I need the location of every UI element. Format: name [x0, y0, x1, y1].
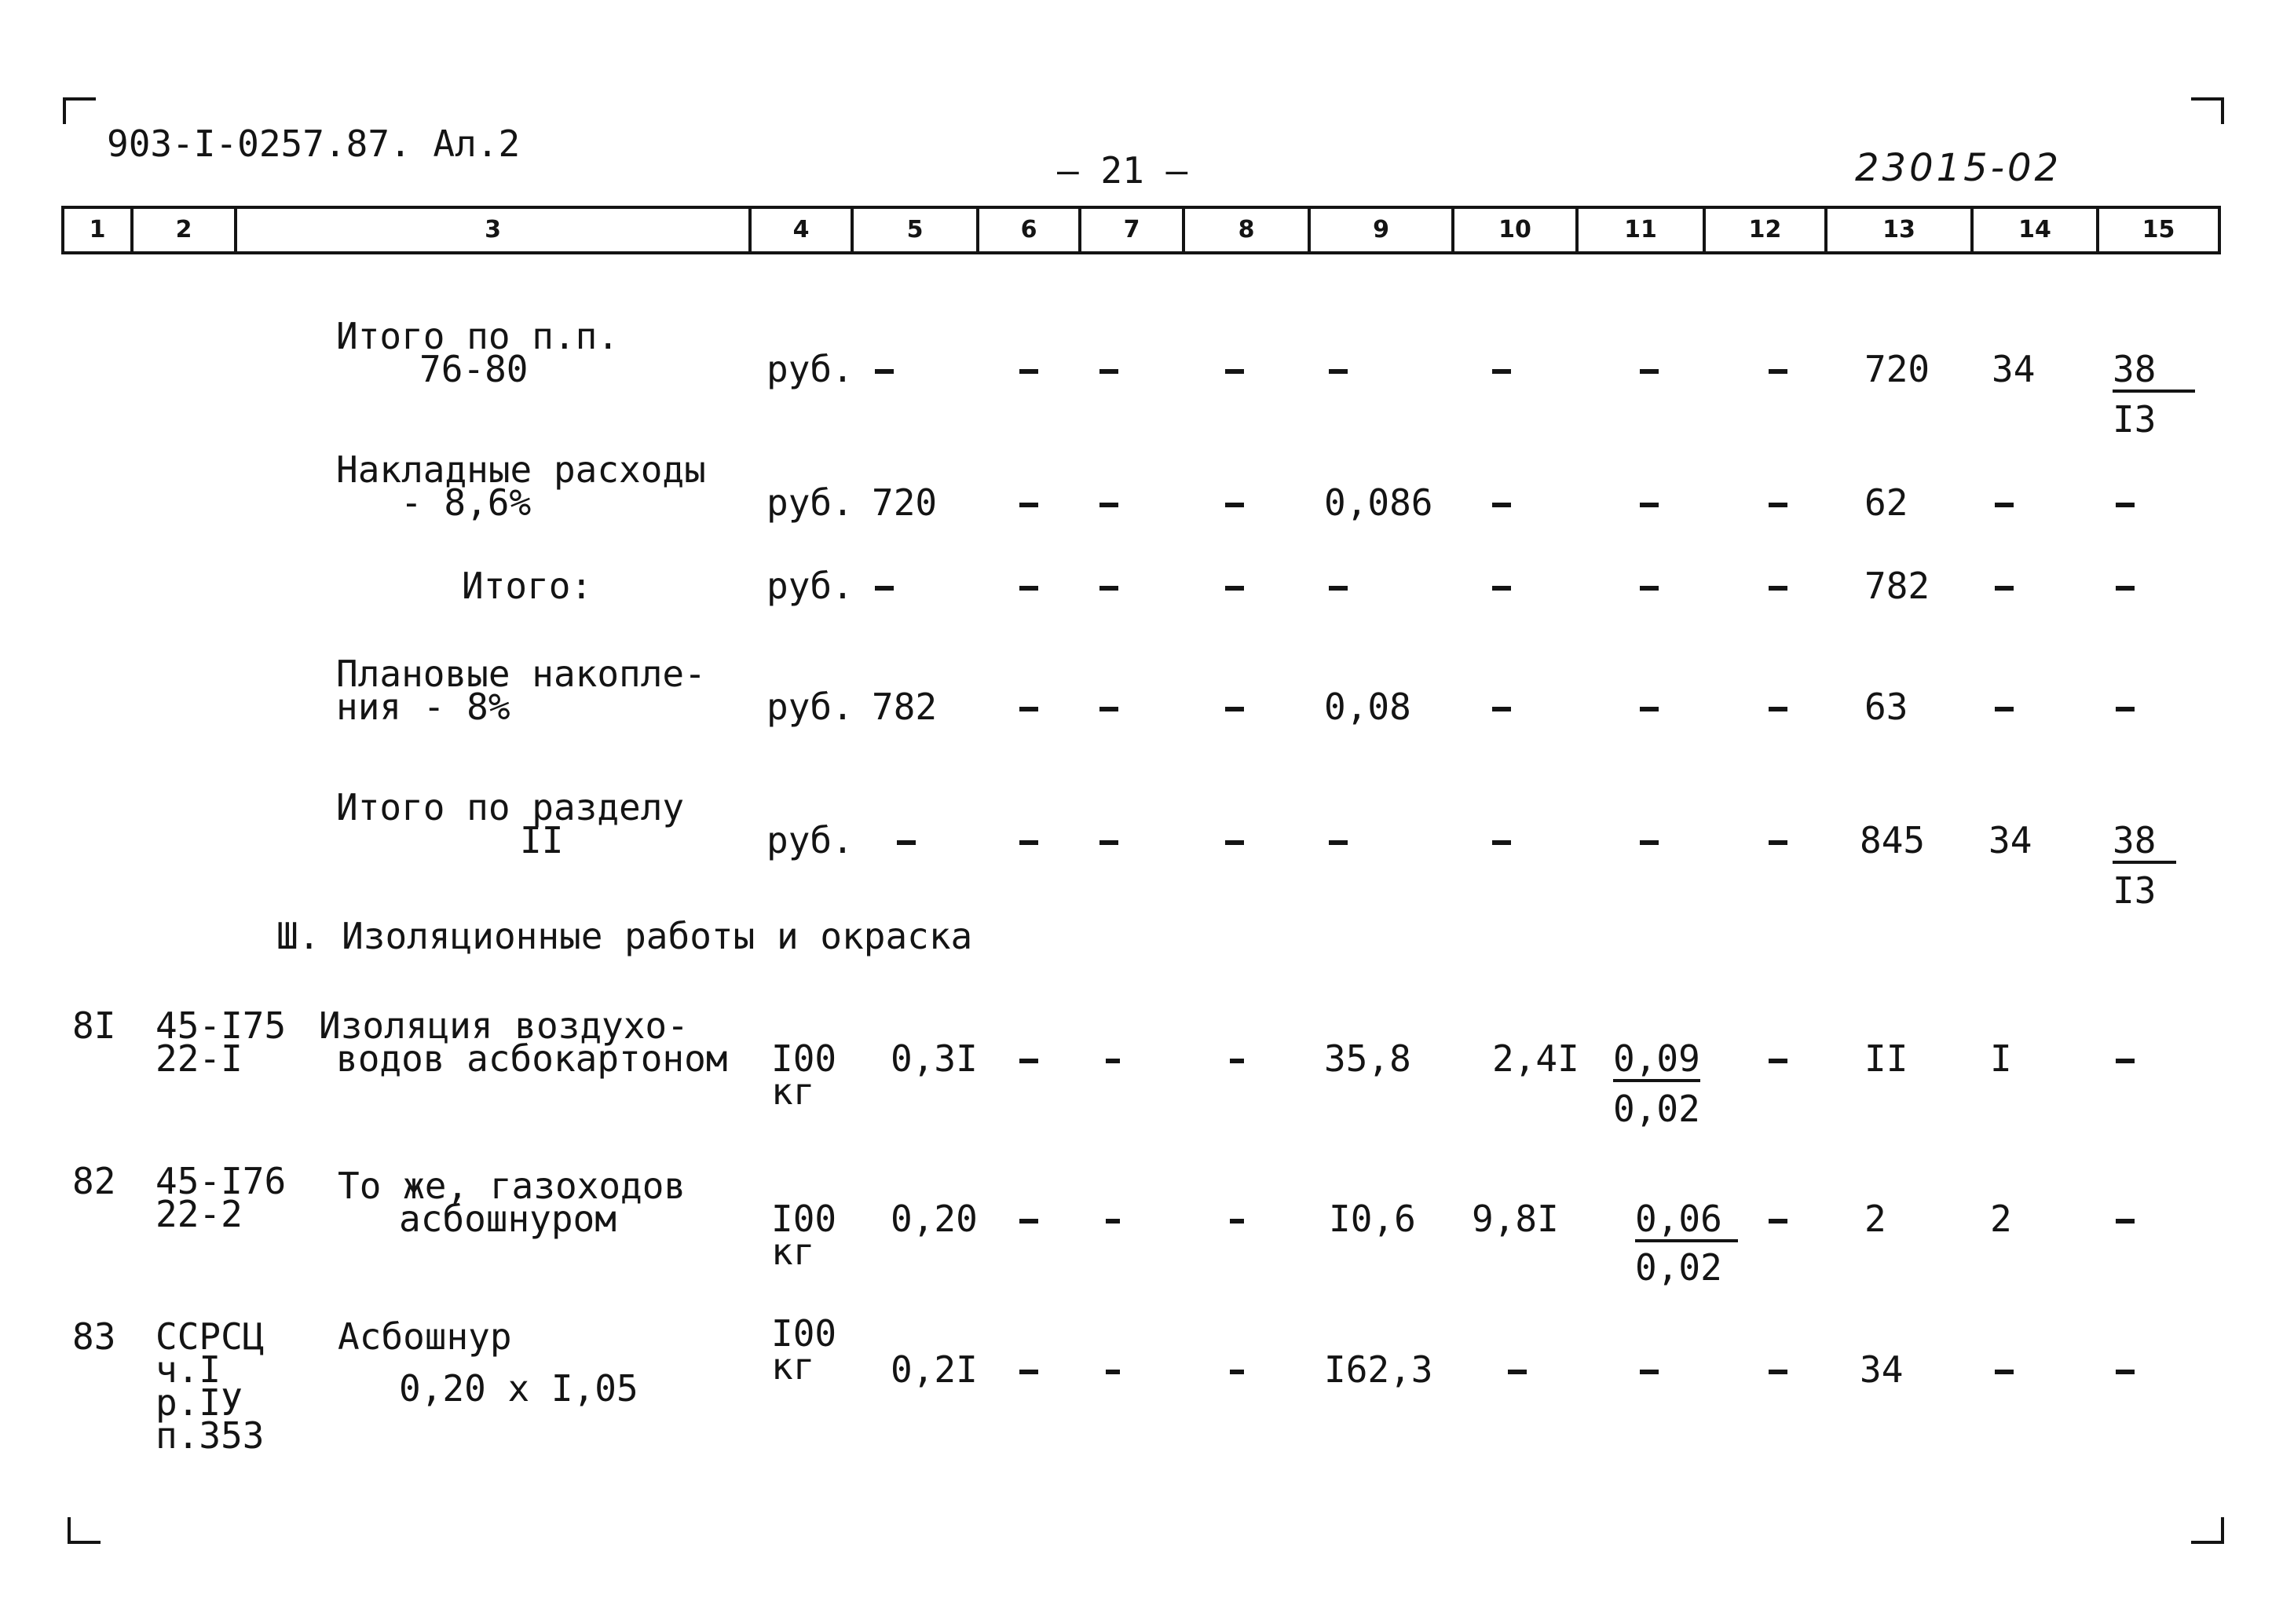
- cell-col9: 0,086: [1324, 481, 1433, 524]
- cell-col13: 720: [1864, 348, 1930, 390]
- cell-col11-bottom: 0,02: [1635, 1246, 1722, 1289]
- dash-mark: [2116, 586, 2135, 591]
- item-code-line2: ч.I: [155, 1348, 221, 1391]
- item-unit-line2: кг: [771, 1345, 815, 1388]
- cell-col13: 34: [1860, 1348, 1904, 1391]
- dash-mark: [1769, 1219, 1787, 1223]
- column-number: 13: [1827, 209, 1974, 251]
- dash-mark: [1225, 503, 1244, 507]
- cell-col13: 2: [1864, 1198, 1886, 1240]
- item-unit-line1: I00: [771, 1198, 837, 1240]
- fraction-numerator: 0,09: [1613, 1040, 1700, 1082]
- column-number: 9: [1311, 209, 1454, 251]
- dash-mark: [1492, 369, 1511, 374]
- column-number: 6: [979, 209, 1081, 251]
- dash-mark: [1492, 707, 1511, 711]
- cell-col14: 2: [1990, 1198, 2012, 1240]
- cell-col11-top: [1635, 1200, 1738, 1242]
- dash-mark: [1225, 707, 1244, 711]
- row-name-line1: Итого по п.п.: [336, 315, 620, 357]
- item-unit-line2: кг: [771, 1070, 815, 1113]
- item-unit-line2: кг: [771, 1231, 815, 1273]
- dash-mark: [1329, 369, 1348, 374]
- dash-mark: [1769, 1059, 1787, 1063]
- item-name-line1: Асбошнур: [338, 1315, 512, 1358]
- dash-mark: [1019, 1370, 1038, 1374]
- column-number: 1: [64, 209, 134, 251]
- cell-col9: I0,6: [1329, 1198, 1416, 1240]
- dash-mark: [2116, 503, 2135, 507]
- dash-mark: [1492, 586, 1511, 591]
- row-name-line2: - 8,6%: [401, 481, 532, 524]
- dash-mark: [1995, 586, 2014, 591]
- column-number: 11: [1579, 209, 1706, 251]
- cell-col5: 0,20: [891, 1198, 978, 1240]
- row-name-line1: Итого по разделу: [336, 786, 685, 828]
- column-number: 2: [134, 209, 237, 251]
- drawing-code: 23015-02: [1855, 146, 2062, 190]
- corner-mark-top-left: [63, 97, 96, 124]
- item-code-line3: р.IУ: [155, 1381, 243, 1424]
- column-number-bar: [61, 206, 2221, 254]
- dash-mark: [1099, 503, 1118, 507]
- document-number: 903-I-0257.87. Ал.2: [107, 123, 521, 165]
- dash-mark: [1019, 840, 1038, 845]
- item-unit-line1: I00: [771, 1312, 837, 1355]
- dash-mark: [1106, 1219, 1120, 1223]
- cell-col13: II: [1864, 1037, 1908, 1080]
- item-name-line2: 0,20 х I,05: [399, 1367, 638, 1410]
- item-code-line2: 22-2: [155, 1193, 243, 1235]
- dash-mark: [1769, 586, 1787, 591]
- cell-col13: 782: [1864, 565, 1930, 607]
- dash-mark: [1769, 1370, 1787, 1374]
- dash-mark: [1492, 503, 1511, 507]
- column-number: 12: [1706, 209, 1827, 251]
- cell-col11-top: [1613, 1037, 1700, 1082]
- cell-col14: 34: [1988, 819, 2032, 861]
- dash-mark: [1019, 707, 1038, 711]
- item-code-line1: 45-I76: [155, 1160, 287, 1202]
- dash-mark: [1019, 1059, 1038, 1063]
- item-number: 83: [72, 1315, 116, 1358]
- cell-col10: 2,4I: [1492, 1037, 1579, 1080]
- cell-col9: 35,8: [1324, 1037, 1411, 1080]
- cell-col13: 845: [1860, 819, 1926, 861]
- row-name: Итого:: [462, 565, 593, 607]
- item-name-line1: Изоляция воздухо-: [319, 1004, 689, 1047]
- dash-mark: [1225, 840, 1244, 845]
- cell-col15-top: [2113, 350, 2195, 393]
- section-title: Ш. Изоляционные работы и окраска: [276, 915, 973, 957]
- unit: руб.: [766, 348, 854, 390]
- column-number: 3: [237, 209, 752, 251]
- dash-mark: [1230, 1059, 1244, 1063]
- cell-col5: 782: [872, 686, 938, 728]
- cell-col10: 9,8I: [1472, 1198, 1559, 1240]
- cell-col5: 0,2I: [891, 1348, 978, 1391]
- dash-mark: [1769, 840, 1787, 845]
- cell-col13: 62: [1864, 481, 1908, 524]
- corner-mark-bottom-left: [68, 1517, 101, 1544]
- dash-mark: [1225, 369, 1244, 374]
- dash-mark: [1769, 369, 1787, 374]
- dash-mark: [1099, 586, 1118, 591]
- dash-mark: [1019, 503, 1038, 507]
- cell-col14: 34: [1992, 348, 2036, 390]
- cell-col11-bottom: 0,02: [1613, 1088, 1700, 1130]
- dash-mark: [1640, 840, 1659, 845]
- row-name-line1: Плановые накопле-: [336, 653, 706, 695]
- dash-mark: [1099, 707, 1118, 711]
- column-number: 7: [1081, 209, 1185, 251]
- dash-mark: [1640, 503, 1659, 507]
- cell-col15-bottom: I3: [2113, 398, 2157, 441]
- item-name-line2: асбошнуром: [399, 1198, 616, 1240]
- dash-mark: [1640, 369, 1659, 374]
- dash-mark: [1019, 369, 1038, 374]
- dash-mark: [1995, 707, 2014, 711]
- dash-mark: [1225, 586, 1244, 591]
- row-name-line2: 76-80: [419, 348, 529, 390]
- dash-mark: [1230, 1370, 1244, 1374]
- column-number: 14: [1974, 209, 2099, 251]
- dash-mark: [1492, 840, 1511, 845]
- page-number: — 21 —: [1057, 149, 1188, 192]
- fraction-numerator: 0,06: [1635, 1200, 1738, 1242]
- dash-mark: [1019, 1219, 1038, 1223]
- dash-mark: [1769, 503, 1787, 507]
- dash-mark: [1106, 1370, 1120, 1374]
- unit: руб.: [766, 819, 854, 861]
- column-number: 8: [1185, 209, 1311, 251]
- row-name-line2: II: [520, 819, 564, 861]
- dash-mark: [1508, 1370, 1527, 1374]
- dash-mark: [875, 369, 894, 374]
- dash-mark: [2116, 1219, 2135, 1223]
- fraction-numerator: 38: [2113, 821, 2176, 864]
- dash-mark: [2116, 1059, 2135, 1063]
- dash-mark: [1106, 1059, 1120, 1063]
- unit: руб.: [766, 565, 854, 607]
- column-number: 4: [752, 209, 854, 251]
- dash-mark: [1099, 840, 1118, 845]
- corner-mark-top-right: [2191, 97, 2224, 124]
- unit: руб.: [766, 481, 854, 524]
- cell-col15-bottom: I3: [2113, 869, 2157, 912]
- dash-mark: [1995, 1370, 2014, 1374]
- corner-mark-bottom-right: [2191, 1517, 2224, 1544]
- column-number: 5: [854, 209, 979, 251]
- item-code-line4: п.353: [155, 1414, 265, 1457]
- row-name-line2: ния - 8%: [336, 686, 510, 728]
- cell-col15-top: [2113, 821, 2176, 864]
- dash-mark: [1099, 369, 1118, 374]
- item-code-line1: ССРСЦ: [155, 1315, 265, 1358]
- unit: руб.: [766, 686, 854, 728]
- column-number: 10: [1454, 209, 1579, 251]
- dash-mark: [897, 840, 916, 845]
- cell-col9: 0,08: [1324, 686, 1411, 728]
- fraction-numerator: 38: [2113, 350, 2195, 393]
- dash-mark: [1995, 503, 2014, 507]
- dash-mark: [1640, 586, 1659, 591]
- dash-mark: [1329, 840, 1348, 845]
- cell-col9: I62,3: [1324, 1348, 1433, 1391]
- item-name-line2: водов асбокартоном: [336, 1037, 728, 1080]
- item-code-line2: 22-I: [155, 1037, 243, 1080]
- dash-mark: [1329, 586, 1348, 591]
- item-number: 8I: [72, 1004, 116, 1047]
- dash-mark: [1230, 1219, 1244, 1223]
- cell-col5: 720: [872, 481, 938, 524]
- dash-mark: [1640, 1370, 1659, 1374]
- column-number: 15: [2142, 216, 2175, 243]
- item-code-line1: 45-I75: [155, 1004, 287, 1047]
- dash-mark: [875, 586, 894, 591]
- cell-col14: I: [1990, 1037, 2012, 1080]
- dash-mark: [1019, 586, 1038, 591]
- row-name-line1: Накладные расходы: [336, 448, 706, 491]
- dash-mark: [1640, 707, 1659, 711]
- item-unit-line1: I00: [771, 1037, 837, 1080]
- cell-col13: 63: [1864, 686, 1908, 728]
- dash-mark: [2116, 707, 2135, 711]
- item-number: 82: [72, 1160, 116, 1202]
- cell-col5: 0,3I: [891, 1037, 978, 1080]
- dash-mark: [1769, 707, 1787, 711]
- dash-mark: [2116, 1370, 2135, 1374]
- item-name-line1: То же, газоходов: [338, 1165, 686, 1207]
